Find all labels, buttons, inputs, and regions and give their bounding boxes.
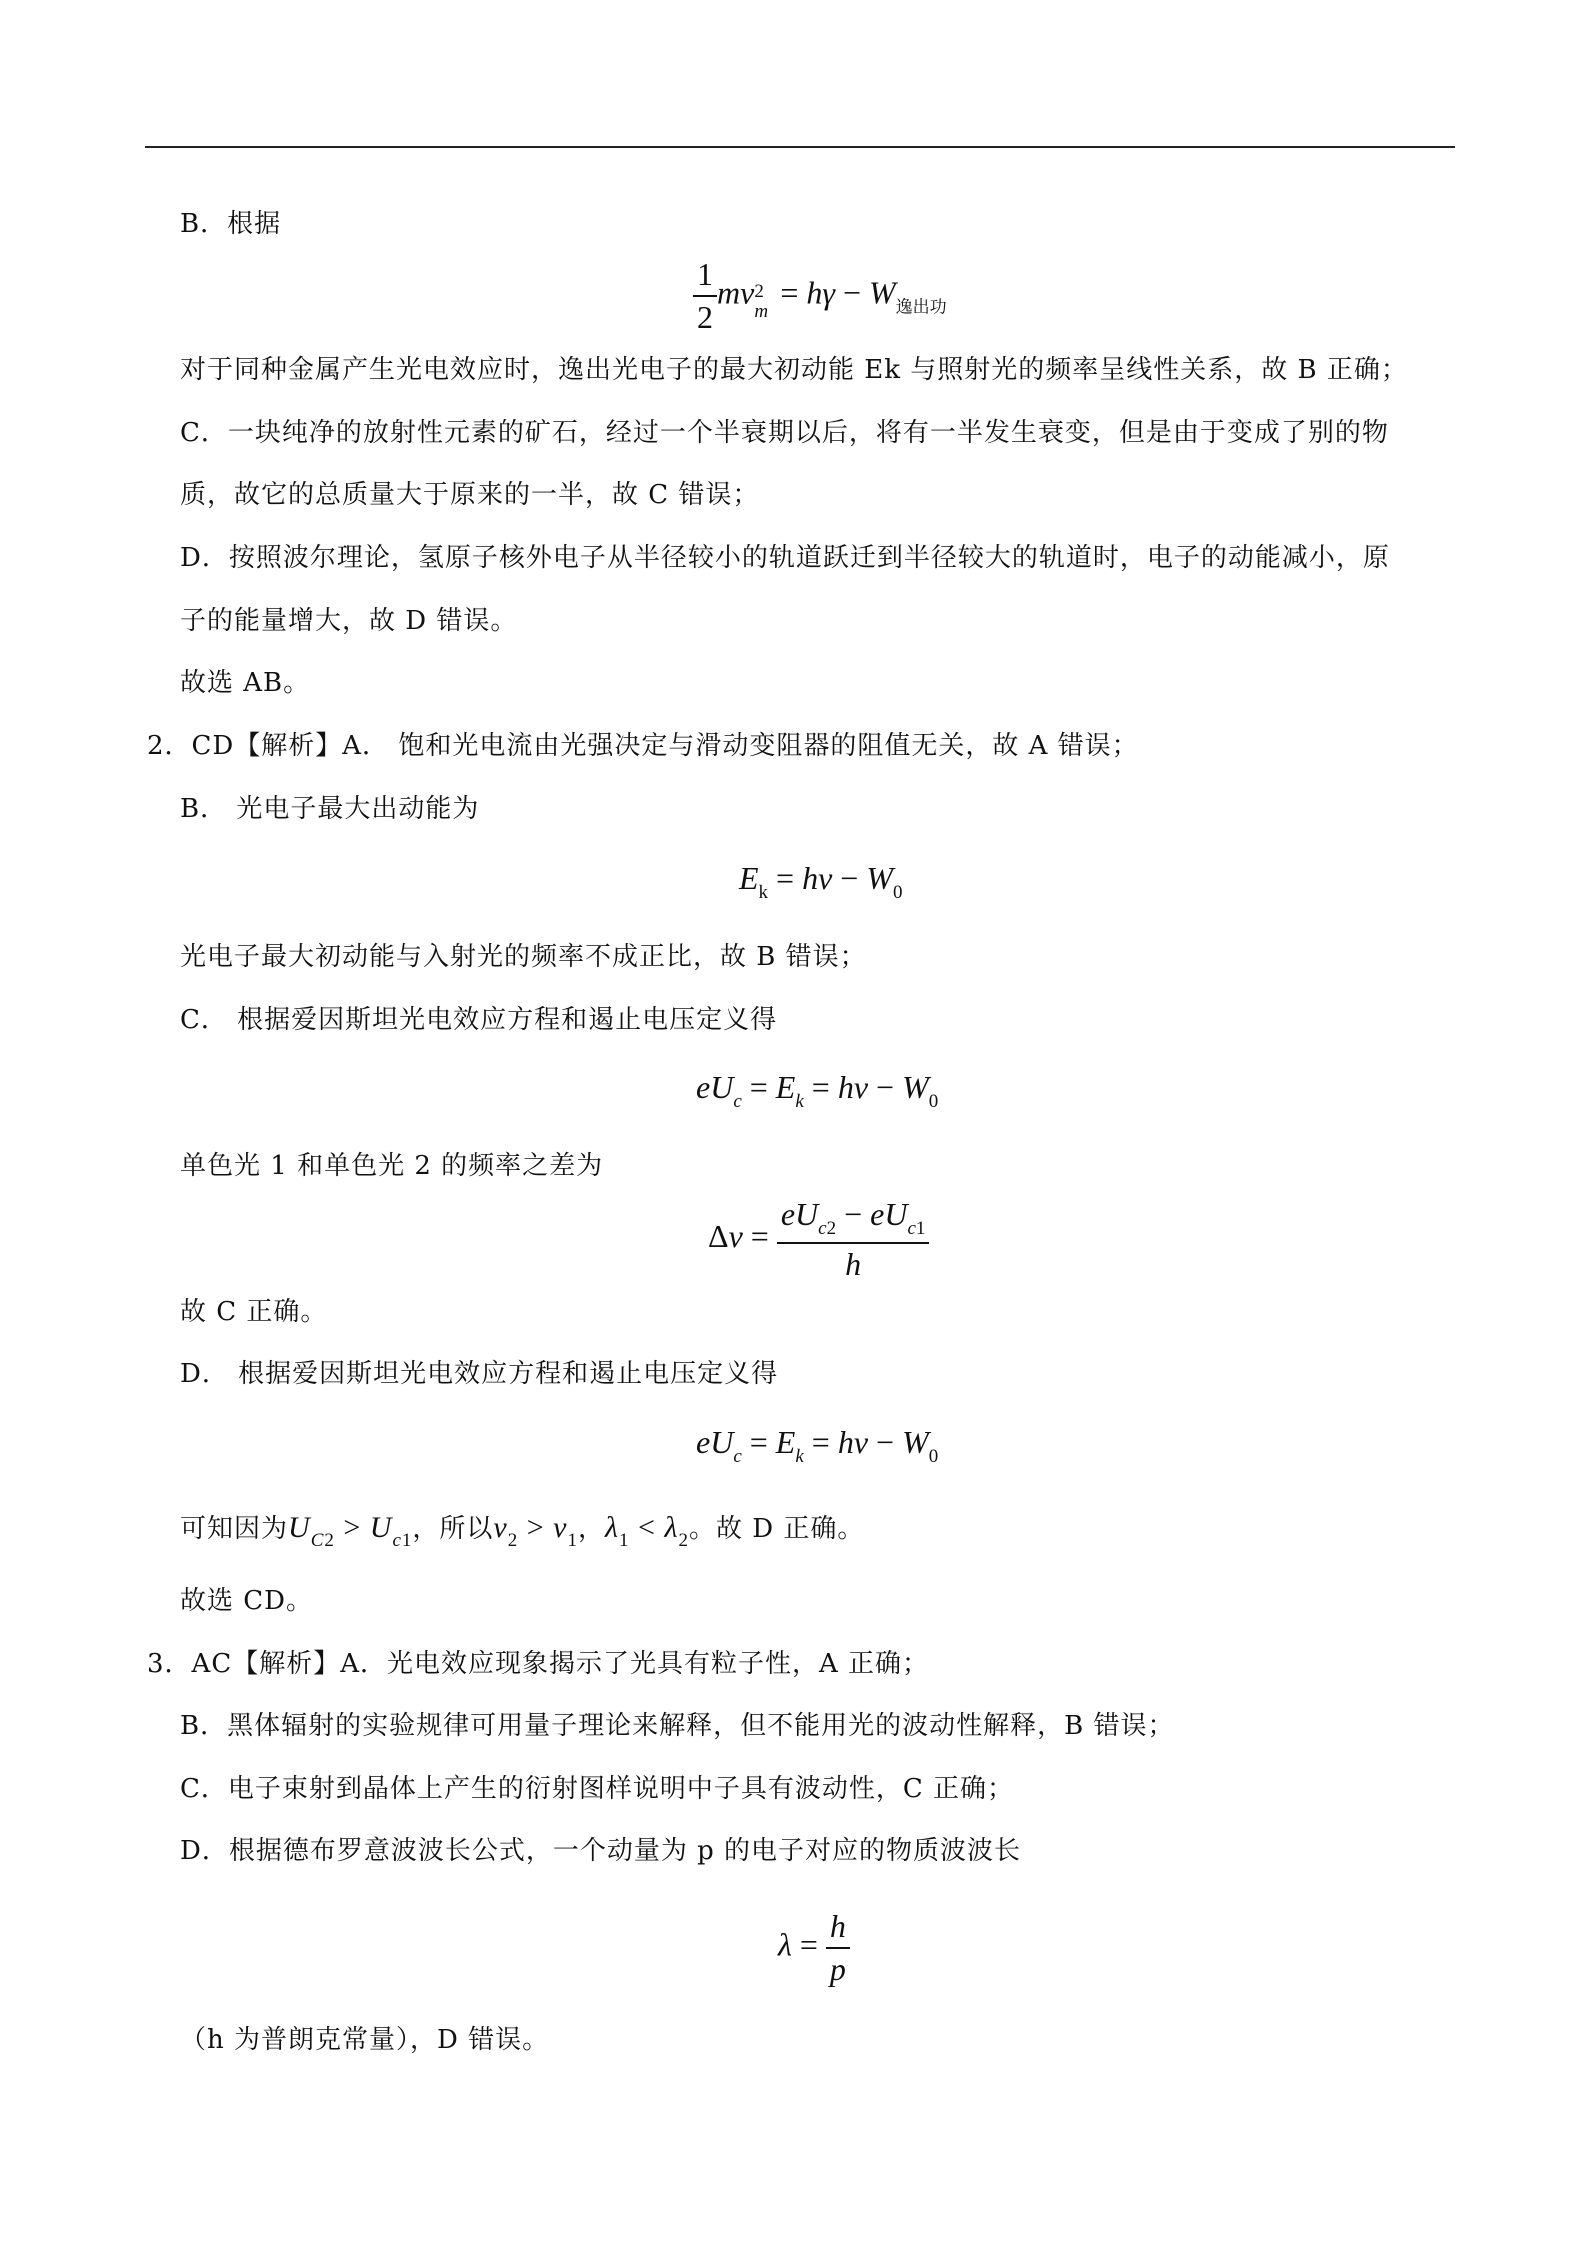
text-line: D．根据德布罗意波波长公式，一个动量为 p 的电子对应的物质波波长 [180, 1836, 1022, 1866]
equation-max-kinetic-energy: $E_k$ = hv − $W_0$ [739, 860, 903, 903]
equation-de-broglie: λ = $\frac{h}{p}$ [778, 1908, 850, 1988]
text-line: 2．CD【解析】A． 饱和光电流由光强决定与滑动变阻器的阻值无关，故 A 错误； [147, 731, 1139, 761]
text-line: 对于同种金属产生光电效应时，逸出光电子的最大初动能 Ek 与照射光的频率呈线性关系，故 B 正确； [180, 355, 1408, 385]
text-line-inline-math: 可知因为$U_{C2} > U_{c1}$，所以$v_2 > v_1$，$\lambda_1 < \lambda_2$。故 D 正确。 [180, 1511, 865, 1551]
header-rule [145, 146, 1455, 148]
text-line: C．一块纯净的放射性元素的矿石，经过一个半衰期以后，将有一半发生衰变，但是由于变成了别的物 [180, 418, 1389, 448]
equation-stopping-voltage-1: $eU_c = E_k$ = hv − $W_0$ [696, 1069, 939, 1112]
text-line: B． 光电子最大出动能为 [180, 794, 480, 824]
text-line: 光电子最大初动能与入射光的频率不成正比，故 B 错误； [180, 942, 867, 972]
text-line: B．黑体辐射的实验规律可用量子理论来解释，但不能用光的波动性解释，B 错误； [180, 1711, 1175, 1741]
text-line: （h 为普朗克常量），D 错误。 [180, 2025, 550, 2055]
equation-stopping-voltage-2: $eU_c = E_k$ = hv − $W_0$ [696, 1424, 939, 1467]
text-line: B．根据 [180, 209, 282, 239]
text-line: 质，故它的总质量大于原来的一半，故 C 错误； [180, 480, 760, 510]
text-line: 单色光 1 和单色光 2 的频率之差为 [180, 1151, 604, 1181]
text-line: 子的能量增大，故 D 错误。 [180, 606, 518, 636]
equation-photoelectric-1: $\frac{1}{2}$ mv 2 m = $h\gamma - W_{逸出功}$ [693, 256, 947, 336]
text-line: 故选 CD。 [180, 1586, 314, 1616]
text-line: D．按照波尔理论，氢原子核外电子从半径较小的轨道跃迁到半径较大的轨道时，电子的动能减小，原 [180, 543, 1390, 573]
text-line: C．电子束射到晶体上产生的衍射图样说明中子具有波动性，C 正确； [180, 1774, 1015, 1804]
text-line: 故选 AB。 [180, 668, 311, 698]
text-line: 3．AC【解析】A．光电效应现象揭示了光具有粒子性，A 正确； [147, 1649, 930, 1679]
equation-frequency-difference: Δv = $\frac{eU_{c2} - eU_{c1}}{h}$ [708, 1196, 929, 1283]
text-line: C． 根据爱因斯坦光电效应方程和遏止电压定义得 [180, 1005, 778, 1035]
text-line: 故 C 正确。 [180, 1297, 328, 1327]
text-line: D． 根据爱因斯坦光电效应方程和遏止电压定义得 [180, 1359, 779, 1389]
